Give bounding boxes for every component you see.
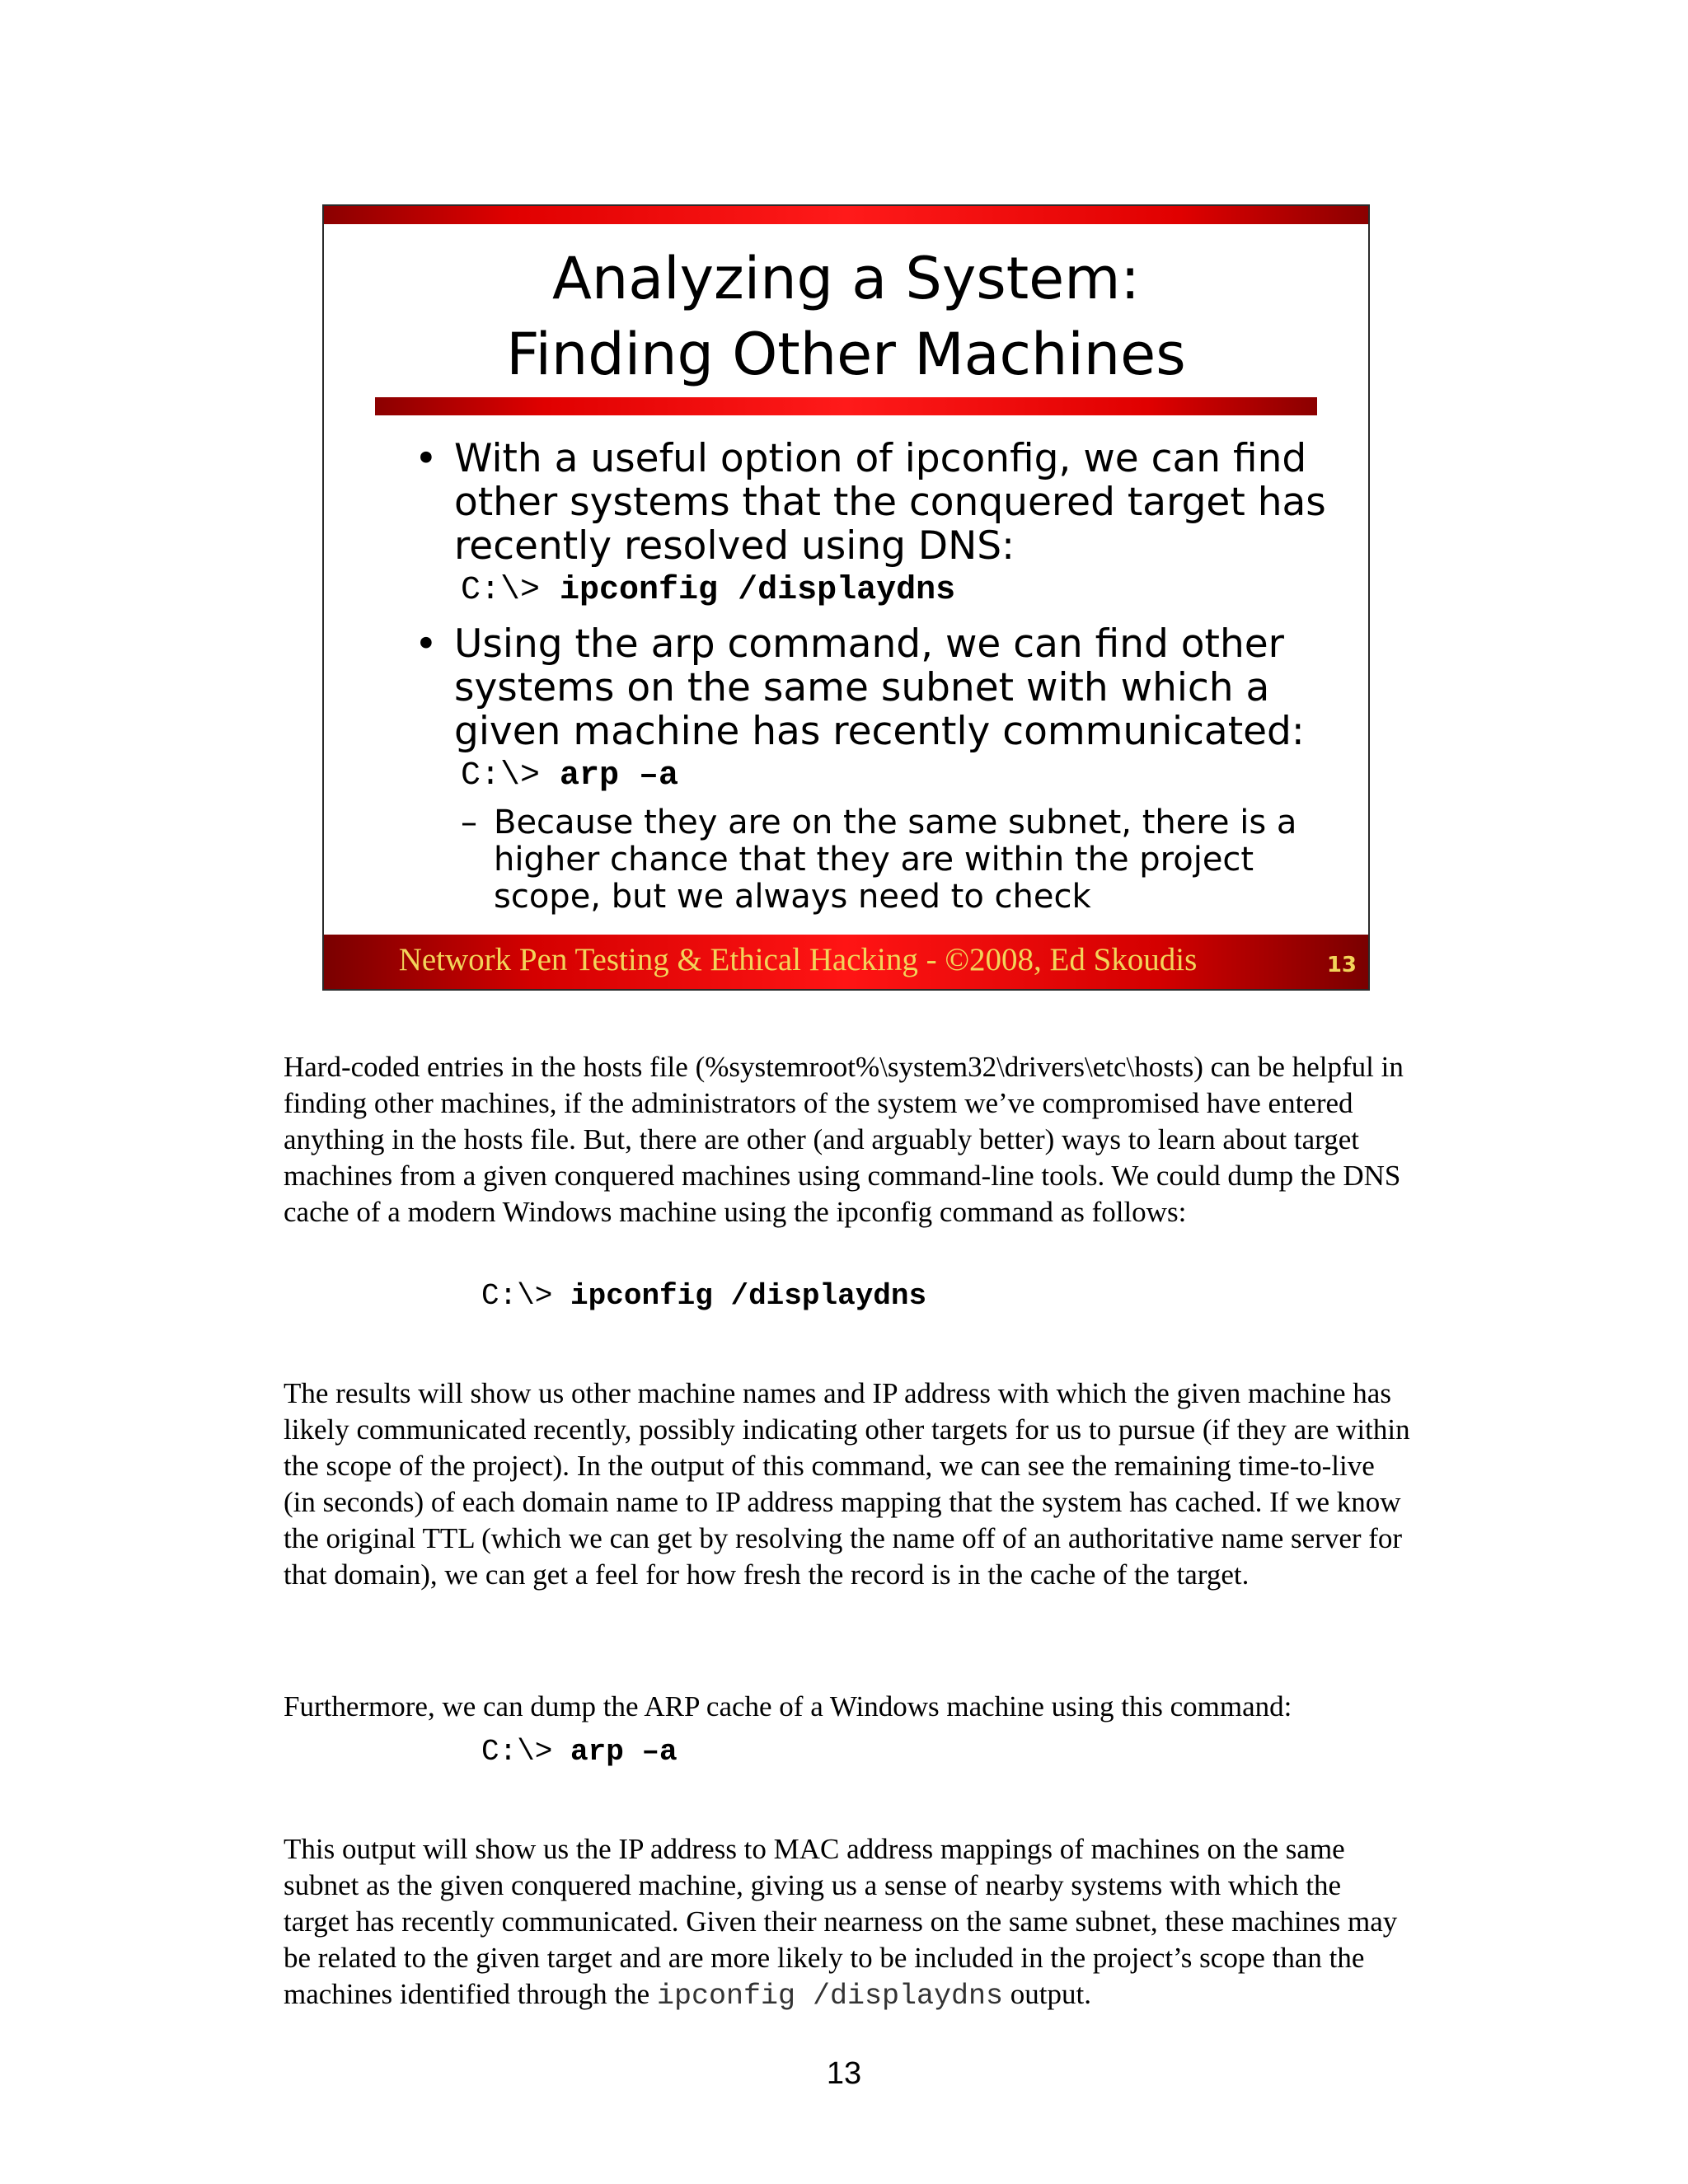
code-prompt: C:\> [481,1279,571,1313]
paragraph-text: The results will show us other machine names and IP address with which the given machine has likely communicated recently, possibly indicating other targets for us to pursue (if they are within the scope of the project). In the output of this command, we can see the remaining time-to-live (in seconds) of each domain name to IP address mapping that the system has cached. If we know the original TTL (which we can get by resolving the name off of an authoritative name server for that domain), we can get a feel for how fresh the record is in the cache of the target. [284,1377,1410,1591]
notes-paragraph-1 [284,1049,1413,1230]
paragraph-text-start: This output will show us the IP address to MAC address mappings of machines on the same subnet as the given conquered machine, giving us a sense of nearby systems with which the target has recently communicated. Given their nearness on the same subnet, these machines may be related to the given target and are more likely to be included in the project’s scope than the machines identified through the [284,1833,1398,2010]
slide-command-line [461,753,1338,799]
slide-title [324,241,1368,392]
code-command: arp –a [570,1735,678,1769]
sub-bullet-text: Because they are on the same subnet, there is a higher chance that they are within the project scope, but we always need to check [494,804,1297,916]
slide-page-number: 13 [1326,953,1357,977]
slide-bullet [415,437,1338,568]
slide-footer [324,935,1368,989]
code-command: ipconfig /displaydns [570,1279,927,1313]
paragraph-text-end: output. [1003,1978,1091,2010]
slide-title-line-2: Finding Other Machines [506,321,1186,388]
slide-bullet [415,622,1338,753]
page-number: 13 [826,2056,862,2091]
code-block-ipconfig [481,1278,926,1315]
paragraph-text: Furthermore, we can dump the ARP cache of a Windows machine using this command: [284,1690,1292,1722]
inline-code: ipconfig /displaydns [656,1980,1004,2013]
notes-paragraph-3 [284,1689,1413,1725]
slide-title-line-1: Analyzing a System: [551,245,1141,312]
notes-paragraph-2 [284,1376,1413,1593]
command-text: ipconfig /displaydns [560,572,956,609]
slide-sub-bullet [461,804,1338,916]
code-prompt: C:\> [481,1735,571,1769]
bullet-dot-icon: • [415,621,438,667]
slide-top-bar [324,206,1368,224]
title-underline-bar [375,397,1317,415]
bullet-text: With a useful option of ipconfig, we can find other systems that the conquered target has recently resolved using DNS: [454,436,1326,569]
paragraph-text [284,1831,1413,2014]
slide-command-line [461,568,1338,614]
command-prompt: C:\> [461,572,560,609]
bullet-text: Using the arp command, we can find other systems on the same subnet with which a given machine has recently communicated: [454,621,1305,754]
dash-icon: – [461,804,477,841]
paragraph-text: Hard-coded entries in the hosts file (%systemroot%\system32\drivers\etc\hosts) can be helpful in finding other machines, if the administrators of the system we’ve compromised have entered anything in the hosts file. But, there are other (and arguably better) ways to learn about target machines from a given conquered machines using command-line tools. We could dump the DNS cache of a modern Windows machine using the ipconfig command as follows: [284,1051,1404,1228]
notes-paragraph-4 [284,1831,1413,2014]
slide-frame [322,204,1370,991]
slide-body [415,437,1338,916]
command-text: arp –a [560,757,679,794]
code-block-arp [481,1734,678,1770]
bullet-dot-icon: • [415,436,438,481]
command-prompt: C:\> [461,757,560,794]
footer-copyright: Network Pen Testing & Ethical Hacking - ©2008, Ed Skoudis [398,942,1198,977]
